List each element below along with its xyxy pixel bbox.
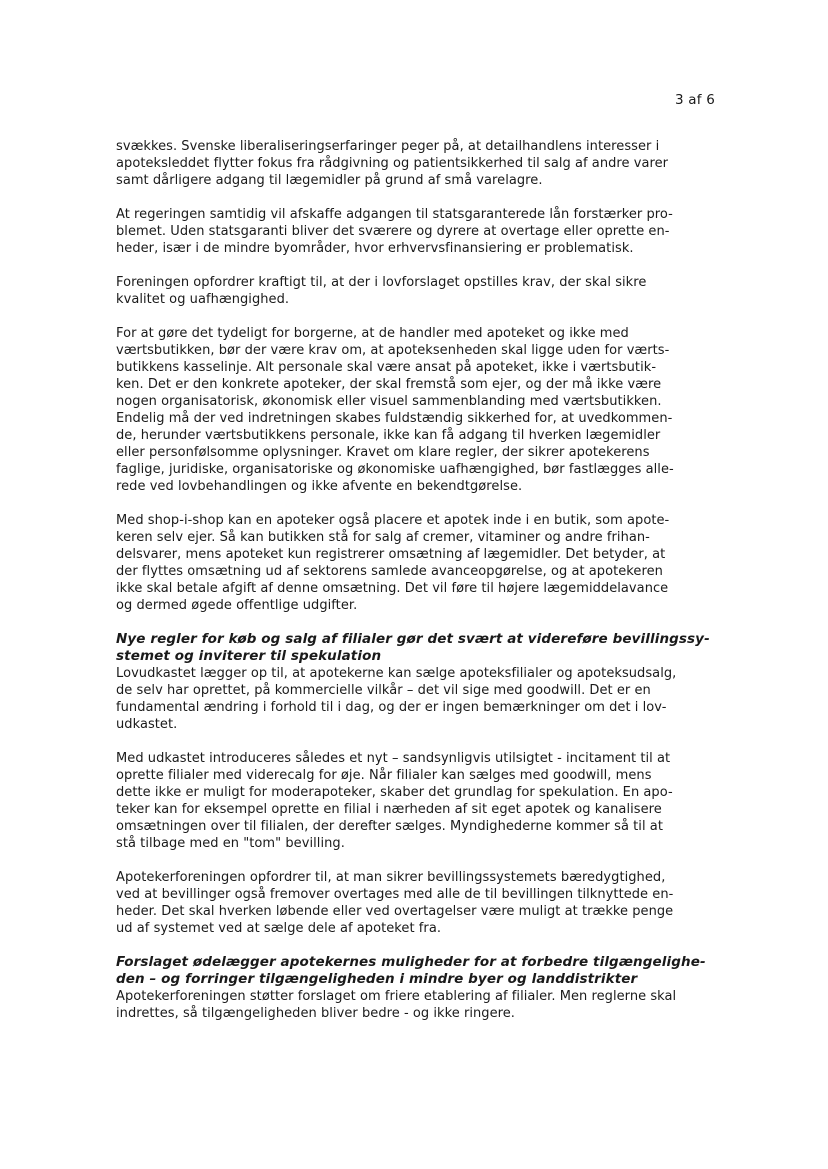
paragraph-state-guaranteed-loans: At regeringen samtidig vil afskaffe adgangen til statsgaranterede lån forstærker pro- blemet. Uden statsgaranti bliver det sværere og dyrere at overtage eller oprette en- heder, især i de mindre byområder, hvor erhvervsfinansiering er problematisk. xyxy=(116,207,673,256)
section-body-branch-sales: Lovudkastet lægger op til, at apotekerne kan sælge apoteksfilialer og apoteksudsalg, de selv har oprettet, på kommercielle vilkår – det vil sige med goodwill. Det er en fundamental ændring i forhold til i dag, og der er ingen bemærkninger om det i lov- udkastet. xyxy=(116,666,677,732)
paragraph-shop-in-shop: Med shop-i-shop kan en apoteker også placere et apotek inde i en butik, som apote- keren selv ejer. Så kan butikken stå for salg af cremer, vitaminer og andre frihan- delsvarer, mens apoteket kun registrerer omsætning af lægemidler. Det betyder, at der flyttes omsætning ud af sektorens samlede avanceopgørelse, og at apotekeren ikke skal betale afgift af denne omsætning. Det vil føre til højere lægemiddelavance og dermed øgede offentlige udgifter. xyxy=(116,513,670,613)
paragraph-sustainability: Apotekerforeningen opfordrer til, at man sikrer bevillingssystemets bæredygtighed, ved at bevillinger også fremover overtages med alle de til bevillingen tilknyttede en- heder. Det skal hverken løbende eller ved overtagelser være muligt at trække penge ud af systemet ved at sælge dele af apoteket fra. xyxy=(116,870,674,936)
paragraph-swedish-experience: svækkes. Svenske liberaliseringserfaringer peger på, at detailhandlens interesser i apoteksleddet flytter fokus fra rådgivning og patientsikkerhed til salg af andre varer samt dårligere adgang til lægemidler på grund af små varelagre. xyxy=(116,139,669,188)
section-heading-branch-sales: Nye regler for køb og salg af filialer gør det svært at videreføre bevillingssy- stemet og inviterer til spekulation xyxy=(116,631,710,664)
page-number: 3 af 6 xyxy=(675,92,715,108)
section-body-accessibility: Apotekerforeningen støtter forslaget om friere etablering af filialer. Men reglerne skal indrettes, så tilgængeligheden bliver bedre - og ikke ringere. xyxy=(116,989,677,1021)
paragraph-speculation-incentive: Med udkastet introduceres således et nyt – sandsynligvis utilsigtet - incitament til at oprette filialer med viderесalg for øje. Når filialer kan sælges med goodwill, mens dette ikke er muligt for moderapoteker, skaber det grundlag for spekulation. En apo- teker kan for eksempel oprette en filial i nærheden af sit eget apotek og kanalisere omsætningen over til filialen, der derefter sælges. Myndighederne kommer så til at stå tilbage med en "tom" bevilling. xyxy=(116,751,673,851)
paragraph-host-store-requirements: For at gøre det tydeligt for borgerne, at de handler med apoteket og ikke med værtsbutikken, bør der være krav om, at apoteksenheden skal ligge uden for værts- butikkens kasselinje. Alt personale skal være ansat på apoteket, ikke i værtsbutik- ken. Det er den konkrete apoteker, der skal fremstå som ejer, og der må ikke være nogen organisatorisk, økonomisk eller visuel sammenblanding med værtsbutikken. Endelig må der ved indretningen skabes fuldstændig sikkerhed for, at uvedkommen- de, herunder værtsbutikkens personale, ikke kan få adgang til hverken lægemidler eller personfølsomme oplysninger. Kravet om klare regler, der sikrer apotekerens faglige, juridiske, organisatoriske og økonomiske uafhængighed, bør fastlægges alle- rede ved lovbehandlingen og ikke afvente en bekendtgørelse. xyxy=(116,326,674,494)
document-body xyxy=(116,138,716,1039)
section-branch-sales xyxy=(116,631,716,733)
section-heading-accessibility: Forslaget ødelægger apotekernes muligheder for at forbedre tilgængelighe- den – og forringer tilgængeligheden i mindre byer og landdistrikter xyxy=(116,954,706,987)
paragraph-quality-independence: Foreningen opfordrer kraftigt til, at der i lovforslaget opstilles krav, der skal sikre kvalitet og uafhængighed. xyxy=(116,275,647,307)
section-accessibility xyxy=(116,954,716,1022)
